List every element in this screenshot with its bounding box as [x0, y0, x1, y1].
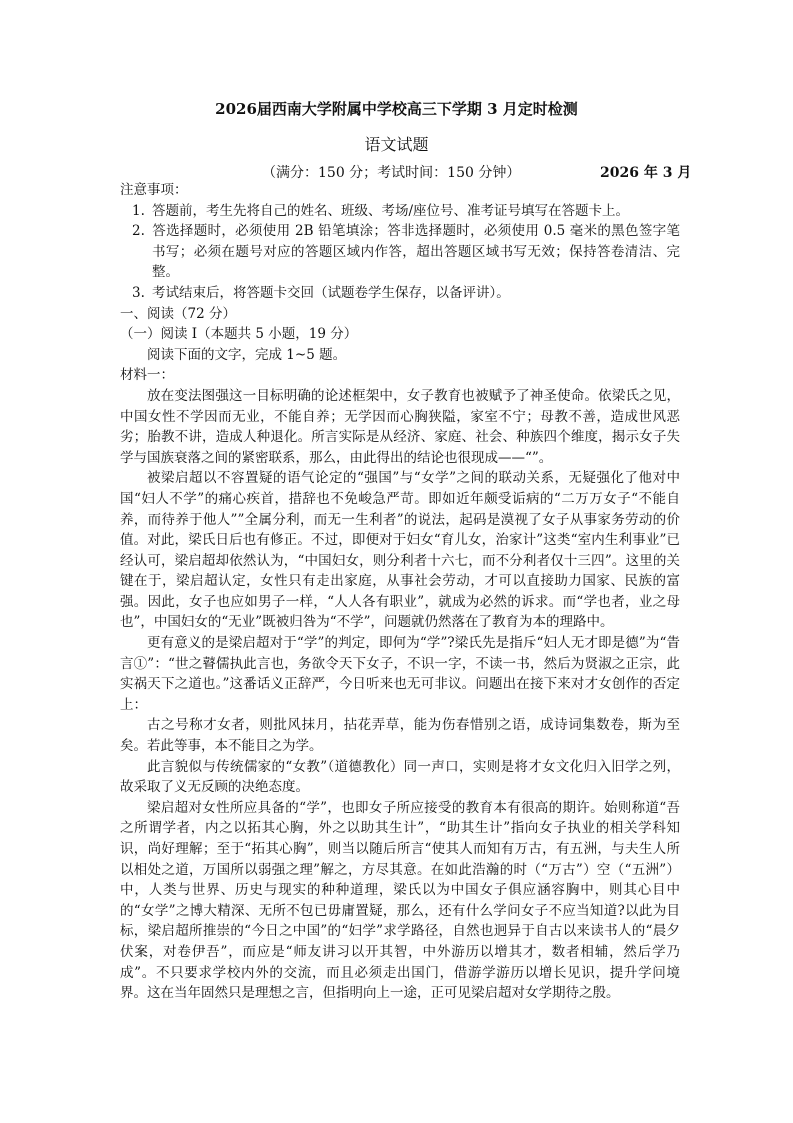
- exam-subtitle: 语文试题: [364, 135, 429, 154]
- passage-paragraph: 被梁启超以不容置疑的语气论定的“强国”与“女学”之间的联动关系，无疑强化了他对中国“妇人不学”的痛心疾首，措辞也不免峻急严苛。即如近年颇受诟病的“二万万女子“不能自养，而待养于他人””全属分利，而无一生利者”的说法，起码是漠视了女子从事家务劳动的价值。对此，梁氏日后也有修正。不过，即便对于妇女“育儿女，治家计”这类“室内生利事业”已经认可，梁启超却依然认为，“中国妇女，则分利者十六七，而不分利者仅十三四”。这里的关键在于，梁启超认定，女性只有走出家庭，从事社会劳动，才可以直接助力国家、民族的富强。因此，女子也应如男子一样，“人人各有职业”，就成为必然的诉求。而“学也者，业之母也”，中国妇女的“无业”既被归咎为“不学”，问题就仍然落在了教育为本的理路中。: [120, 470, 680, 631]
- passage-paragraph: 此言貌似与传统儒家的“女教”（道德教化）同一声口，实则是将才女文化归入旧学之列，故采取了义无反顾的决绝态度。: [120, 758, 680, 796]
- score-line: （满分：150 分；考试时间：150 分钟）: [262, 165, 521, 181]
- exam-title: 2026届西南大学附属中学校高三下学期 3 月定时检测: [215, 100, 578, 118]
- reading-instruction: 阅读下面的文字，完成 1~5 题。: [147, 346, 347, 363]
- notice-item: [120, 221, 680, 283]
- notice-item: [120, 201, 680, 222]
- passage-paragraph: 放在变法图强这一目标明确的论述框架中，女子教育也被赋予了神圣使命。依梁氏之见，中国女性不学因而无业，不能自养；无学因而心胸狭隘，家室不宁；母教不善，造成世风恶劣；胎教不讲，造成人种退化。所言实际是从经济、家庭、社会、种族四个维度，揭示女子失学与国族衰落之间的紧密联系，那么，由此得出的结论也很现成——“”。: [120, 387, 680, 466]
- notice-item-text: 答题前，考生先将自己的姓名、班级、考场/座位号、准考证号填写在答题卡上。: [152, 202, 630, 219]
- notice-item-number: 2.: [132, 223, 145, 240]
- exam-date: 2026 年 3 月: [600, 165, 692, 181]
- exam-body: [120, 180, 680, 1004]
- subsection-heading: （一）阅读 I（本题共 5 小题，19 分）: [120, 326, 358, 343]
- notice-heading: 注意事项：: [120, 182, 188, 198]
- passage-paragraph: 梁启超对女性所应具备的“学”，也即女子所应接受的教育本有很高的期许。始则称道“吾之所谓学者，内之以拓其心胸，外之以助其生计”，“助其生计”指向女子执业的相关学科知识，尚好理解；至于“拓其心胸”，则当以随后所言“使其人而知有万古，有五洲，与夫生人所以相处之道，万国所以弱强之理”解之，方尽其意。在如此浩瀚的时（“万古”）空（“五洲”）中，人类与世界、历史与现实的种种道理，梁氏以为中国女子俱应涵容胸中，则其心目中的“女学”之博大精深、无所不包已毋庸置疑，那么，还有什么学问女子不应当知道?以此为目标，梁启超所推崇的“今日之中国”的“妇学”求学路径，自然也迥异于自古以来读书人的“晨夕伏案，对卷伊吾”，而应是“师友讲习以开其智，中外游历以增其才，数者相辅，然后学乃成”。不只要求学校内外的交流，而且必须走出国门，借游学游历以增长见识，提升学问境界。这在当年固然只是理想之言，但指明向上一途，正可见梁启超对女学期待之殷。: [120, 799, 680, 1002]
- passage-paragraph: 更有意义的是梁启超对于“学”的判定，即何为“学”?梁氏先是指斥“妇人无才即是德”为“眚言①”：“世之瞽儒执此言也，务欲令天下女子，不识一字，不读一书，然后为贤淑之正宗，此实祸天下之道也。”这番话义正辞严，今日听来也无可非议。问题出在接下来对才女创作的否定上：: [120, 635, 680, 713]
- notice-item-text: 考试结束后，将答题卡交回（试题卷学生保存，以备评讲）。: [152, 284, 510, 301]
- passage-quote: 古之号称才女者，则批风抹月，拈花弄草，能为伤春惜别之语，成诗词集数卷，斯为至矣。若此等事，本不能目之为学。: [120, 717, 680, 755]
- notice-item: [120, 283, 680, 304]
- section-heading: 一、阅读（72 分）: [120, 305, 236, 322]
- notice-item-text: 答选择题时，必须使用 2B 铅笔填涂；答非选择题时，必须使用 0.5 毫米的黑色签字笔书写；必须在题号对应的答题区域内作答，超出答题区域书写无效；保持答卷清洁、完整。: [152, 223, 680, 281]
- notice-item-number: 1.: [132, 202, 145, 219]
- notice-item-number: 3.: [132, 284, 145, 301]
- material-label: 材料一：: [120, 367, 174, 384]
